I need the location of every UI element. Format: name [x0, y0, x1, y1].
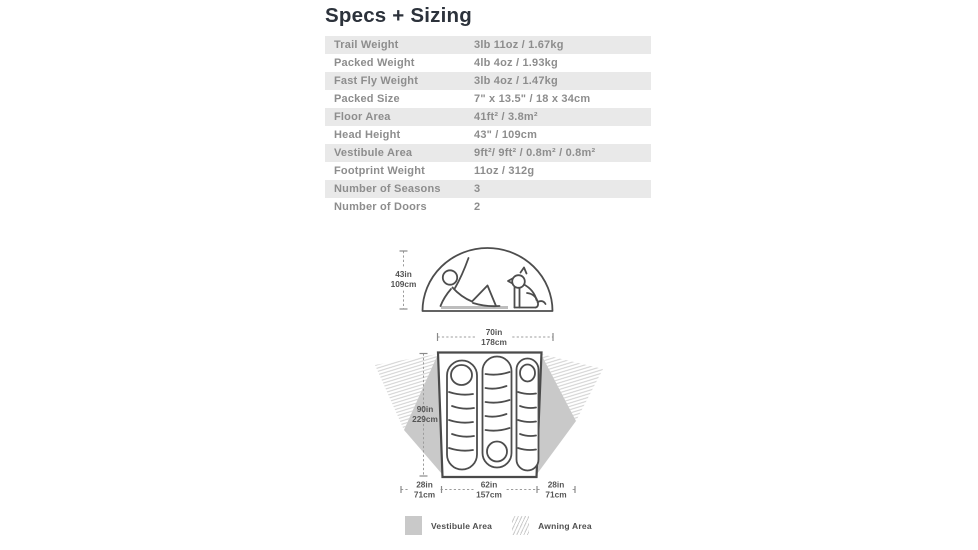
spec-value: 7" x 13.5" / 18 x 34cm — [474, 93, 591, 105]
sleeping-bag-right — [517, 359, 539, 471]
table-row — [325, 198, 651, 216]
spec-label: Packed Weight — [334, 57, 415, 69]
dim-floor-width-cm: 157cm — [476, 489, 502, 500]
spec-label: Number of Seasons — [334, 183, 441, 195]
spec-label: Number of Doors — [334, 201, 427, 213]
legend-item-vestibule — [405, 516, 492, 535]
spec-label: Vestibule Area — [334, 147, 413, 159]
dim-vestibule-left-cm: 71cm — [413, 489, 436, 500]
diagram-legend — [405, 516, 592, 535]
spec-value: 2 — [474, 201, 481, 213]
table-row — [325, 144, 651, 162]
spec-value: 9ft²/ 9ft² / 0.8m² / 0.8m² — [474, 147, 596, 159]
spec-value: 11oz / 312g — [474, 165, 535, 177]
spec-label: Fast Fly Weight — [334, 75, 419, 87]
table-row — [325, 72, 651, 90]
spec-label: Head Height — [334, 129, 401, 141]
tent-floor-plan — [375, 353, 603, 500]
dim-length-in: 70in — [485, 327, 503, 337]
dim-width-in: 90in — [416, 404, 434, 414]
awning-swatch-icon — [512, 516, 529, 535]
spec-value: 3lb 4oz / 1.47kg — [474, 75, 558, 87]
specs-table — [325, 36, 651, 216]
sleeping-bag-middle — [483, 357, 512, 468]
page-title: Specs + Sizing — [325, 4, 472, 27]
dim-bottom — [401, 480, 575, 500]
dim-vestibule-right-cm: 71cm — [545, 489, 567, 500]
dim-floor-width-in: 62in — [480, 479, 498, 490]
vestibule-swatch-icon — [405, 516, 422, 535]
legend-label: Vestibule Area — [431, 520, 493, 531]
spec-value: 3lb 11oz / 1.67kg — [474, 39, 564, 51]
dim-length-cm: 178cm — [481, 337, 507, 347]
spec-value: 43" / 109cm — [474, 129, 538, 141]
dim-vestibule-right-in: 28in — [547, 479, 565, 490]
dim-width-cm: 229cm — [412, 414, 438, 424]
dim-head-height-cm: 109cm — [390, 279, 417, 289]
spec-label: Trail Weight — [334, 39, 399, 51]
tent-sizing-diagram — [360, 240, 620, 505]
tent-side-view — [389, 248, 553, 347]
table-row — [325, 180, 651, 198]
table-row — [325, 108, 651, 126]
spec-label: Packed Size — [334, 93, 400, 105]
dim-vestibule-left-in: 28in — [416, 479, 433, 490]
dim-head-height — [389, 251, 418, 309]
dim-head-height-in: 43in — [395, 269, 412, 279]
table-row — [325, 162, 651, 180]
table-row — [325, 126, 651, 144]
table-row — [325, 54, 651, 72]
legend-item-awning — [512, 516, 592, 535]
sleeping-bag-left — [447, 361, 477, 470]
spec-label: Floor Area — [334, 111, 391, 123]
spec-value: 3 — [474, 183, 481, 195]
spec-value: 41ft² / 3.8m² — [474, 111, 538, 123]
spec-value: 4lb 4oz / 1.93kg — [474, 57, 558, 69]
legend-label: Awning Area — [538, 520, 592, 531]
person-figure — [441, 258, 500, 306]
table-row — [325, 90, 651, 108]
spec-label: Footprint Weight — [334, 165, 425, 177]
dim-length — [438, 327, 554, 347]
table-row — [325, 36, 651, 54]
